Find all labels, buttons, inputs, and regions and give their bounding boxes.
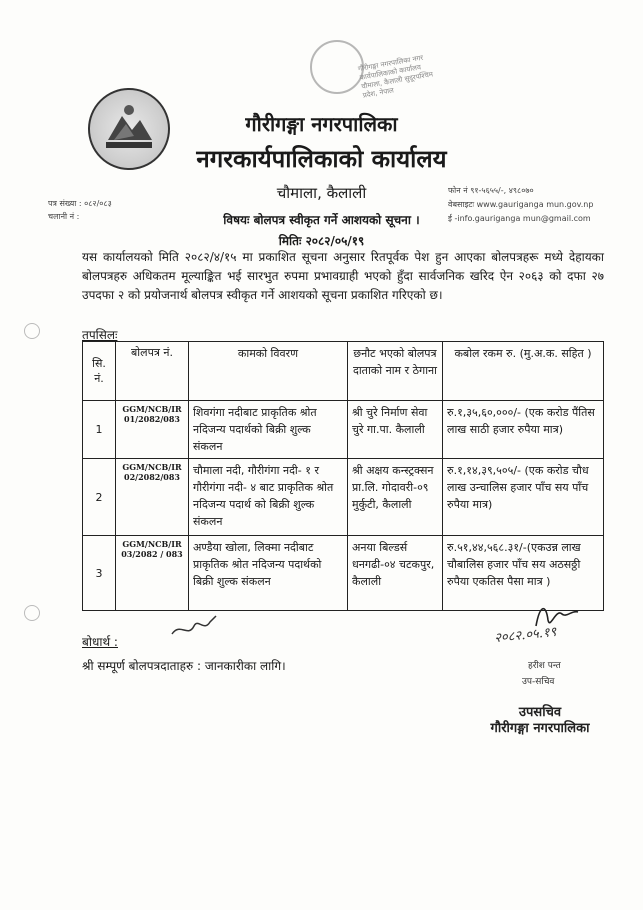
- top-stamp-circle: [310, 40, 364, 94]
- letter-number: पत्र संख्या : ०८२/०८३: [48, 199, 112, 208]
- signatory-name: हरीश पन्त: [528, 661, 561, 671]
- row-bid-no: GGM/NCB/IR 01/2082/083: [116, 401, 189, 459]
- office-location: चौमाला, कैलाली: [276, 184, 367, 202]
- notice-subject: विषयः बोलपत्र स्वीकृत गर्ने आशयको सूचना ।: [223, 213, 420, 227]
- row-bid-no: GGM/NCB/IR 02/2082/083: [116, 459, 189, 536]
- stamp-line-2: गौरीगङ्गा नगरपालिका: [490, 721, 590, 736]
- table-header-row: [83, 342, 604, 401]
- table-row: [83, 401, 604, 459]
- header-bid-no: बोलपत्र नं.: [116, 342, 189, 401]
- cc-recipient: श्री सम्पूर्ण बोलपत्रदाताहरु : जानकारीका लागि।: [82, 659, 286, 673]
- office-name: नगरकार्यपालिकाको कार्यालय: [196, 145, 447, 173]
- row-sn: 3: [83, 536, 116, 611]
- punch-hole: [24, 605, 40, 621]
- row-amount: रु.१,३५,६०,०००/- (एक करोड पैंतिस लाख साठी हजार रुपैया मात्र): [443, 401, 604, 459]
- cc-label: बोधार्थ :: [82, 635, 118, 649]
- row-work: चौमाला नदी, गौरीगंगा नदी- १ र गौरीगंगा नदी- ४ बाट प्राकृतिक श्रोत नदिजन्य पदार्थ को बिक्री शुल्क संकलन: [189, 459, 348, 536]
- header-sn: सि. नं.: [83, 342, 116, 401]
- row-bidder: श्री चुरे निर्माण सेवा चुरे गा.पा. कैलाली: [348, 401, 443, 459]
- notice-date: मितिः २०८२/०५/१९: [278, 234, 365, 248]
- row-amount: रु.१,१४,३९,५०५/- (एक करोड चौध लाख उन्चालिस हजार पाँच सय पाँच रुपैया मात्र): [443, 459, 604, 536]
- table-row: [83, 459, 604, 536]
- header-bidder: छनौट भएको बोलपत्र दाताको नाम र ठेगाना: [348, 342, 443, 401]
- row-work: अण्डैया खोला, लिक्मा नदीबाट प्राकृतिक श्रोत नदिजन्य पदार्थको बिक्री शुल्क संकलन: [189, 536, 348, 611]
- stamp-line-1: उपसचिव: [518, 705, 562, 720]
- notice-body: यस कार्यालयको मिति २०८२/४/१५ मा प्रकाशित सूचना अनुसार रितपूर्वक पेश हुन आएका बोलपत्रहरू मध्ये देहायका बोलपत्रहरु अधिकतम मूल्याङ्कित भई सारभुत रुपमा प्रभावग्राही भएको हुँदा सार्वजनिक खरिद ऐन २०६३ को दफा २७ उपदफा २ को प्रयोजनार्थ बोलपत्र स्वीकृत गर्ने आशयको सूचना प्रकाशित गरिएको छ।: [82, 250, 604, 302]
- punch-hole: [24, 323, 40, 339]
- designation-stamp: [470, 705, 610, 737]
- signature-date: २०८२.०५.१९: [493, 624, 558, 647]
- row-bidder: श्री अक्षय कन्स्ट्रक्सन प्रा.लि. गोदावरी-०९ मुर्कुटी, कैलाली: [348, 459, 443, 536]
- email: ई -info.gauriganga mun@gmail.com: [448, 214, 591, 223]
- row-amount: रु.५१,४४,५६८.३१/-(एकउन्न लाख चौबालिस हजार पाँच सय अठसठ्ठी रुपैया एकतिस पैसा मात्र ): [443, 536, 604, 611]
- row-bid-no: GGM/NCB/IR 03/2082 / 083: [116, 536, 189, 611]
- row-sn: 1: [83, 401, 116, 459]
- initial-scribble-icon: [170, 612, 220, 642]
- header-work: कामको विवरण: [189, 342, 348, 401]
- details-label: तपसिलः: [82, 328, 118, 342]
- phone-number: फोन नं ९१-५६५५/-, ४९८०७०: [448, 186, 534, 195]
- table-row: [83, 536, 604, 611]
- dispatch-number: चलानी नं :: [48, 212, 80, 221]
- row-sn: 2: [83, 459, 116, 536]
- bid-table: [82, 341, 604, 611]
- row-work: शिवगंगा नदीबाट प्राकृतिक श्रोत नदिजन्य पदार्थको बिक्री शुल्क संकलन: [189, 401, 348, 459]
- signatory-title: उप-सचिव: [522, 677, 555, 687]
- top-stamp-text: गौरीगङ्गा नगरपालिका नगर कार्यपालिकाको कार्यालय चौमाला, कैलाली सुदूरपश्चिम प्रदेश, नेपाल: [357, 53, 434, 100]
- header-amount: कबोल रकम रु. (मु.अ.क. सहित ): [443, 342, 604, 401]
- website: वेबसाइटः www.gauriganga mun.gov.np: [448, 200, 594, 209]
- municipality-name: गौरीगङ्गा नगरपालिका: [245, 112, 398, 136]
- row-bidder: अनया बिल्डर्स धनगढी-०४ चटकपुर, कैलाली: [348, 536, 443, 611]
